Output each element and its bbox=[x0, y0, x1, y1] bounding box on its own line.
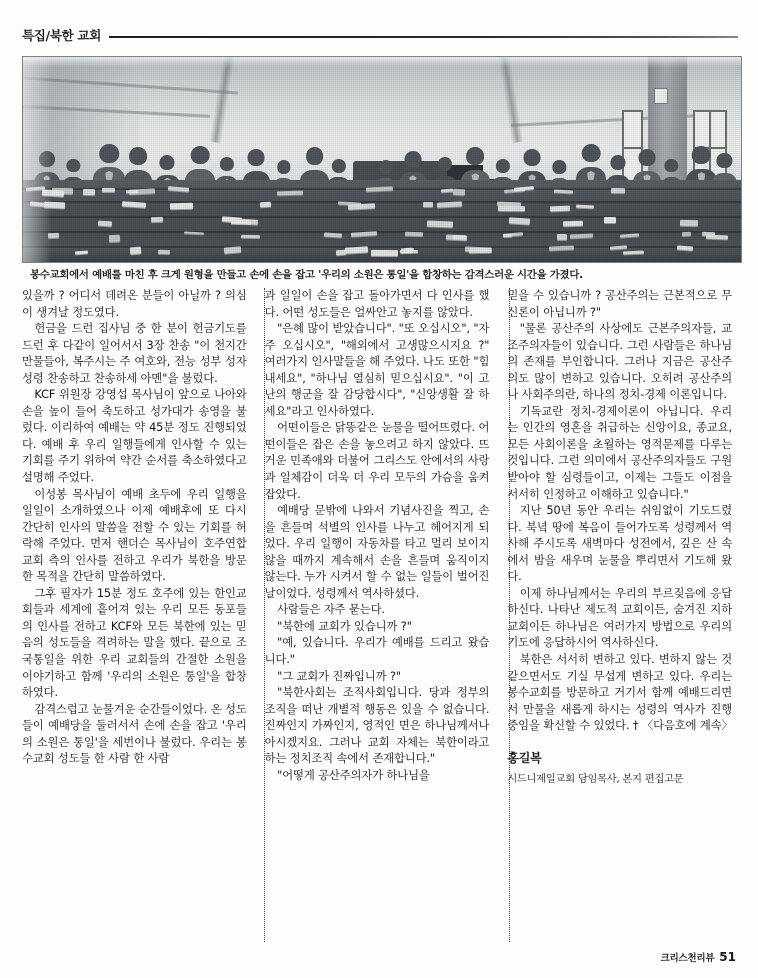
paragraph: 북한은 서서히 변하고 있다. 변하지 않는 것 같으면서도 기실 무섭게 변하고 있다. 우리는 봉수교회를 방문하고 거기서 함께 예배드리면서 만물을 새롭게 하시는 성령의 역사가 진행중임을 확신할 수 있었다. † 〈다음호에 계속〉 bbox=[507, 653, 733, 733]
paragraph: 헌금을 드런 집사님 중 한 분이 헌금기도를 드런 후 다같이 일어서서 3장 찬송 "이 천지간 만물들아, 복주시는 주 여호와, 전능 성부 성자 성령 찬송하고 찬송하세 아멘"을 불렀다. bbox=[22, 322, 247, 385]
paragraph: KCF 위원장 강영섭 목사님이 앞으로 나아와 손을 높이 들어 축도하고 성가대가 송영을 불렀다. 이리하여 예배는 약 45분 정도 진행되었다. 예배 후 우리 일행들에게 인사할 수 있는 기회를 주기 위하여 약간 순서를 축소하였다고 설명해 주었다. bbox=[22, 388, 247, 485]
paragraph: 기독교란 정치-경제이론이 아닙니다. 우리는 인간의 영혼을 취급하는 신앙이요, 종교요, 모든 사회이론을 초월하는 영적문제를 다루는 것입니다. 그런 의미에서 공산주의자들도 구원받아야 할 심령들이고, 이제는 그들도 이점을 서서히 인정하고 이해하고 있습니다." bbox=[507, 404, 733, 501]
paragraph: "은혜 많이 받았습니다". "또 오십시오", "자주 오십시오", "해외에서 고생많으시지요 ?" 여러가지 인사말들을 해 주었다. 나도 또한 "힘내세요", "하나님 열심히 믿으십시요". "이 고난의 행군을 잘 감당합시다", "신앙생활 잘 하세요"라고 인사하였다. bbox=[264, 322, 490, 418]
paragraph: 이제 하나님께서는 우리의 부르짖음에 응답하신다. 나타난 제도적 교회이든, 숨겨진 지하교회이든 하나님은 여러가지 방법으로 우리의 기도에 응답하시어 역사하신다. bbox=[507, 586, 733, 650]
paragraph: "물론 공산주의 사상에도 근본주의자들, 교조주의자들이 있습니다. 그런 사람들은 하나님의 존재를 부인합니다. 그러나 지금은 공산주의도 많이 변하고 있습니다. 오히려 공산주의나 사회주의란, 하나의 정치-경제 이론입니다. bbox=[507, 322, 733, 402]
paragraph: "북한에 교회가 있습니까 ?" bbox=[277, 619, 412, 633]
page-folio bbox=[660, 950, 736, 964]
paragraph: "예, 있습니다. 우리가 예배를 드리고 왔습니다." bbox=[264, 636, 490, 667]
paragraph: "어떻게 공산주의자가 하나님을 bbox=[277, 768, 430, 782]
running-head-rule bbox=[109, 36, 738, 38]
paragraph: 사람들은 자주 묻는다. bbox=[277, 603, 385, 617]
publication-name: 크리스천리뷰 bbox=[660, 953, 715, 964]
text-column-1 bbox=[22, 288, 253, 956]
paragraph: 있을까 ? 어디서 데려온 분들이 아닐까 ? 의심이 생겨날 정도였다. bbox=[22, 289, 247, 319]
paragraph: 감격스럽고 눈물겨운 순간들이었다. 온 성도들이 예배당을 둘러서서 손에 손을 잡고 '우리의 소원은 통일'을 세번이나 불렀다. 우리는 봉수교회 성도들 한 사람 한 사람 bbox=[22, 702, 247, 766]
paragraph: 그후 필자가 15분 정도 호주에 있는 한인교회들과 세계에 흩어져 있는 우리 모든 동포들의 인사를 전하고 KCF와 모든 북한에 있는 믿음의 성도들을 격려하는 말을 했다. 끝으로 조국통일을 위한 우리 교회들의 간절한 소원을 이야기하고 함께 '우리의 소원은 통일'을 합창하였다. bbox=[22, 586, 247, 700]
photo-halftone-grain bbox=[23, 57, 741, 262]
paragraph: 지난 50년 동안 우리는 쉬임없이 기도드렸다. 북녘 땅에 복음이 들어가도록 성령께서 역사해 주시도록 새벽마다 성전에서, 깊은 산 속에서 밤을 새우며 눈물을 뿌리면서 기도해 왔다. bbox=[507, 504, 733, 584]
paragraph: 믿을 수 있습니까 ? 공산주의는 근본적으로 무신론이 아닙니까 ?" bbox=[507, 289, 733, 319]
photo-content bbox=[23, 57, 741, 262]
paragraph: 이성봉 목사님이 예배 초두에 우리 일행을 일일이 소개하였으나 이제 예배후에 또 다시 간단히 인사의 말씀을 전할 수 있는 기회를 허락해 주었다. 먼저 핸더슨 목사님이 호주연합교회 측의 인사를 전하고 우리가 북한을 방문한 목적을 간단히 말씀하였다. bbox=[22, 487, 247, 584]
text-column-3 bbox=[495, 288, 738, 956]
paragraph: "그 교회가 진짜입니까 ?" bbox=[277, 669, 401, 683]
paragraph: "북한사회는 조직사회입니다. 당과 정부의 조직을 떠난 개별적 행동은 있을 수 없습니다. 진짜인지 가짜인지, 영적인 면은 하나님께서나 아시겠지요. 그러나 교회 자체는 북한이라고 하는 정치조직 속에서 존재합니다." bbox=[264, 686, 490, 766]
photo-caption: 봉수교회에서 예배를 마친 후 크게 원형을 만들고 손에 손을 잡고 '우리의 소원은 통일'을 합창하는 감격스러운 시간을 가졌다. bbox=[30, 269, 583, 281]
author-name: 홍길복 bbox=[507, 750, 542, 765]
photo-edge-fade bbox=[23, 57, 52, 262]
paragraph: 예배당 문밖에 나와서 기념사진을 찍고, 손을 흔들며 석별의 인사를 나누고 헤어지게 되었다. 우리 일행이 자동차를 타고 멀리 보이지 않을 때까지 계속해서 손을 흔들며 움직이지 않는다. 누가 시켜서 할 수 없는 일들이 벌어진 날이었다. 성령께서 역사하셨다. bbox=[264, 504, 490, 600]
paragraph: 어떤이들은 닭똥같은 눈물을 떨어뜨렸다. 어떤이들은 잡은 손을 놓으려고 하지 않았다. 뜨거운 민족애와 더불어 그리스도 안에서의 사랑과 일체감이 더욱 더 우리 모두의 가슴을 움켜 잡았다. bbox=[264, 421, 490, 501]
running-head bbox=[22, 24, 738, 46]
page-number: 51 bbox=[719, 950, 736, 964]
paragraph: 과 일일이 손을 잡고 돌아가면서 다 인사를 했다. 어떤 성도들은 얼싸안고 놓지를 않았다. bbox=[264, 289, 490, 319]
author-role: 시드니제일교회 담임목사, 본지 편집고문 bbox=[507, 773, 684, 785]
article-body bbox=[22, 288, 738, 956]
photo-edge-fade bbox=[23, 57, 741, 67]
text-column-2 bbox=[253, 288, 496, 956]
running-head-label: 특집/북한 교회 bbox=[22, 28, 101, 43]
article-photo bbox=[22, 56, 742, 263]
